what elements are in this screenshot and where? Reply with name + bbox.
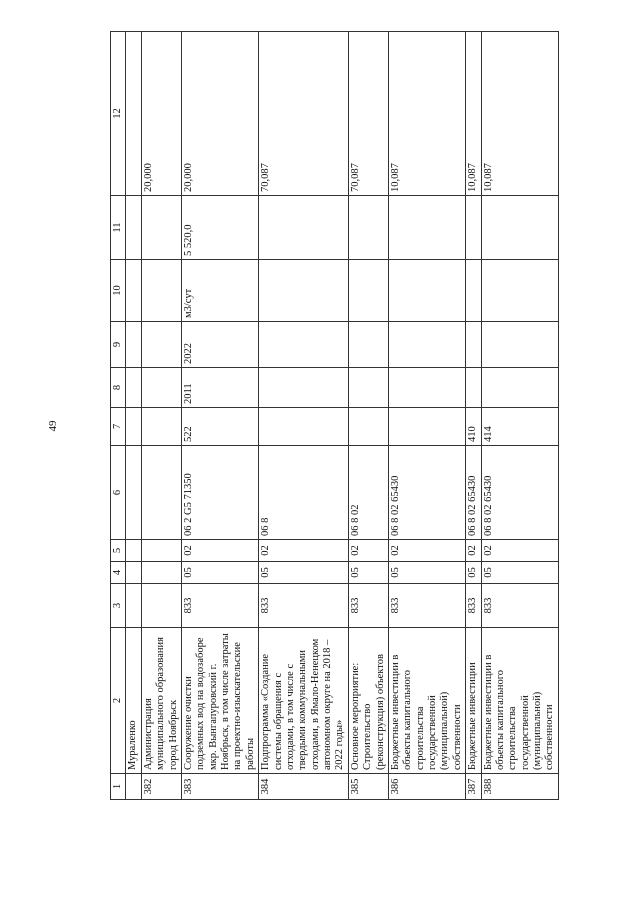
cell-col-7: 410	[466, 408, 481, 446]
cell-col-6: 06 8	[259, 446, 349, 540]
cell-col-2: Подпрограмма «Создание системы обращения с отходами, в том числе с твердыми коммунальными отходами, в Ямало-Ненецком автономном округе на 2018 – 2022 годы»	[259, 628, 349, 774]
cell-col-10: м3/сут	[181, 260, 258, 322]
cell-col-7: 522	[181, 408, 258, 446]
col-header-7: 7	[111, 408, 126, 446]
page-number: 49	[47, 420, 59, 432]
cell-col-8	[466, 368, 481, 408]
cell-col-12: 20,000	[181, 32, 258, 196]
cell-col-9	[348, 322, 388, 368]
cell-col-6	[141, 446, 181, 540]
cell-col-2: Бюджетные инвестиции в объекты капитального строительства государственной (муниципальной) собственности	[481, 628, 558, 774]
cell-col-5: 02	[259, 540, 349, 562]
cell-col-7	[141, 408, 181, 446]
cell-col-7	[388, 408, 465, 446]
col-header-2: 2	[111, 628, 126, 774]
cell-col-7	[126, 408, 141, 446]
col-header-6: 6	[111, 446, 126, 540]
cell-col-2: Администрация муниципального образования город Ноябрьск	[141, 628, 181, 774]
cell-col-11	[481, 196, 558, 260]
cell-col-2: Сооружение очистки подземных вод на водозаборе мкр. Вынгапуровский г. Ноябрьск, в том числе затраты на проектно-изыскательские работы	[181, 628, 258, 774]
cell-col-8	[141, 368, 181, 408]
cell-col-6: 06 8 02 65430	[388, 446, 465, 540]
cell-col-12: 10,087	[481, 32, 558, 196]
cell-col-12: 10,087	[466, 32, 481, 196]
cell-col-11	[388, 196, 465, 260]
cell-col-9	[126, 322, 141, 368]
cell-col-8	[388, 368, 465, 408]
table-row	[348, 32, 388, 800]
cell-col-1	[126, 774, 141, 800]
cell-col-7	[259, 408, 349, 446]
cell-col-10	[126, 260, 141, 322]
col-header-8: 8	[111, 368, 126, 408]
cell-col-11: 5 520,0	[181, 196, 258, 260]
cell-col-1: 383	[181, 774, 258, 800]
cell-col-5	[126, 540, 141, 562]
cell-col-3: 833	[348, 584, 388, 628]
table-row	[126, 32, 141, 800]
cell-col-4: 05	[259, 562, 349, 584]
col-header-5: 5	[111, 540, 126, 562]
cell-col-2: Основное мероприятие: Строительство (реконструкция) объектов	[348, 628, 388, 774]
cell-col-9	[481, 322, 558, 368]
cell-col-2: Бюджетные инвестиции	[466, 628, 481, 774]
col-header-10: 10	[111, 260, 126, 322]
cell-col-9	[388, 322, 465, 368]
cell-col-1: 382	[141, 774, 181, 800]
cell-col-4: 05	[388, 562, 465, 584]
cell-col-3: 833	[481, 584, 558, 628]
cell-col-1: 387	[466, 774, 481, 800]
cell-col-3: 833	[466, 584, 481, 628]
cell-col-3	[126, 584, 141, 628]
cell-col-8	[126, 368, 141, 408]
cell-col-3: 833	[181, 584, 258, 628]
cell-col-5: 02	[348, 540, 388, 562]
header-row	[111, 32, 126, 800]
col-header-9: 9	[111, 322, 126, 368]
cell-col-8	[348, 368, 388, 408]
col-header-1: 1	[111, 774, 126, 800]
table-row	[259, 32, 349, 800]
cell-col-1: 385	[348, 774, 388, 800]
cell-col-11	[126, 196, 141, 260]
col-header-4: 4	[111, 562, 126, 584]
cell-col-6: 06 8 02 65430	[466, 446, 481, 540]
cell-col-11	[348, 196, 388, 260]
cell-col-5: 02	[388, 540, 465, 562]
cell-col-5: 02	[181, 540, 258, 562]
table-row	[466, 32, 481, 800]
cell-col-8: 2011	[181, 368, 258, 408]
cell-col-9: 2022	[181, 322, 258, 368]
cell-col-8	[481, 368, 558, 408]
cell-col-2: Мураленко	[126, 628, 141, 774]
cell-col-6: 06 8 02	[348, 446, 388, 540]
cell-col-4: 05	[181, 562, 258, 584]
cell-col-12: 10,087	[388, 32, 465, 196]
cell-col-10	[481, 260, 558, 322]
cell-col-3: 833	[259, 584, 349, 628]
cell-col-9	[141, 322, 181, 368]
col-header-11: 11	[111, 196, 126, 260]
cell-col-4: 05	[466, 562, 481, 584]
cell-col-1: 384	[259, 774, 349, 800]
cell-col-1: 388	[481, 774, 558, 800]
cell-col-4: 05	[348, 562, 388, 584]
cell-col-12	[126, 32, 141, 196]
cell-col-10	[141, 260, 181, 322]
table-row	[141, 32, 181, 800]
budget-table	[110, 31, 559, 800]
cell-col-11	[259, 196, 349, 260]
cell-col-10	[348, 260, 388, 322]
cell-col-12: 70,087	[259, 32, 349, 196]
cell-col-5: 02	[466, 540, 481, 562]
cell-col-9	[466, 322, 481, 368]
cell-col-10	[388, 260, 465, 322]
cell-col-3: 833	[388, 584, 465, 628]
cell-col-6: 06 2 G5 71350	[181, 446, 258, 540]
cell-col-5	[141, 540, 181, 562]
cell-col-8	[259, 368, 349, 408]
cell-col-10	[466, 260, 481, 322]
cell-col-6: 06 8 02 65430	[481, 446, 558, 540]
cell-col-12: 70,087	[348, 32, 388, 196]
cell-col-7: 414	[481, 408, 558, 446]
cell-col-1: 386	[388, 774, 465, 800]
table-row	[181, 32, 258, 800]
table-row	[481, 32, 558, 800]
cell-col-6	[126, 446, 141, 540]
cell-col-9	[259, 322, 349, 368]
table-row	[388, 32, 465, 800]
cell-col-11	[141, 196, 181, 260]
col-header-3: 3	[111, 584, 126, 628]
rotated-table-container	[110, 32, 556, 800]
cell-col-5: 02	[481, 540, 558, 562]
cell-col-7	[348, 408, 388, 446]
cell-col-2: Бюджетные инвестиции в объекты капитального строительства государственной (муниципальной) собственности	[388, 628, 465, 774]
cell-col-3	[141, 584, 181, 628]
cell-col-4	[126, 562, 141, 584]
cell-col-4	[141, 562, 181, 584]
cell-col-10	[259, 260, 349, 322]
cell-col-12: 20,000	[141, 32, 181, 196]
cell-col-11	[466, 196, 481, 260]
cell-col-4: 05	[481, 562, 558, 584]
col-header-12: 12	[111, 32, 126, 196]
